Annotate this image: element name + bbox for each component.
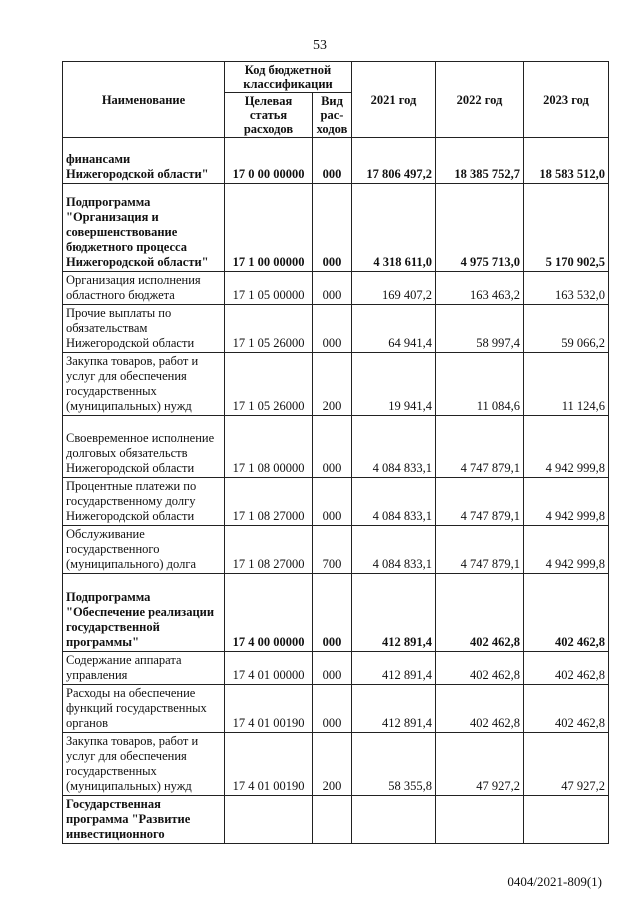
header-row-1 — [63, 62, 609, 93]
row-target-article: 17 4 01 00190 — [225, 685, 313, 733]
row-expense-type: 000 — [313, 184, 352, 272]
row-value-2023: 47 927,2 — [524, 733, 609, 796]
row-value-2021: 4 084 833,1 — [352, 478, 436, 526]
row-value-2022: 402 462,8 — [436, 652, 524, 685]
row-value-2022: 47 927,2 — [436, 733, 524, 796]
row-expense-type: 000 — [313, 574, 352, 652]
table-row — [63, 652, 609, 685]
row-value-2021: 4 084 833,1 — [352, 526, 436, 574]
row-value-2022: 163 463,2 — [436, 272, 524, 305]
row-value-2023: 163 532,0 — [524, 272, 609, 305]
table-row — [63, 305, 609, 353]
row-value-2022: 402 462,8 — [436, 685, 524, 733]
table-row — [63, 526, 609, 574]
table-row — [63, 138, 609, 184]
table-row — [63, 796, 609, 844]
row-value-2023: 402 462,8 — [524, 685, 609, 733]
row-value-2022 — [436, 796, 524, 844]
row-value-2023: 59 066,2 — [524, 305, 609, 353]
row-value-2022: 58 997,4 — [436, 305, 524, 353]
row-value-2022: 4 975 713,0 — [436, 184, 524, 272]
row-name: Закупка товаров, работ и услуг для обеспечения государственных (муниципальных) нужд — [63, 353, 225, 416]
row-target-article: 17 4 01 00190 — [225, 733, 313, 796]
row-value-2023: 4 942 999,8 — [524, 526, 609, 574]
row-value-2023: 11 124,6 — [524, 353, 609, 416]
row-name: Закупка товаров, работ и услуг для обеспечения государственных (муниципальных) нужд — [63, 733, 225, 796]
row-expense-type — [313, 796, 352, 844]
row-target-article: 17 1 08 27000 — [225, 478, 313, 526]
document-number: 0404/2021-809(1) — [507, 874, 602, 889]
header-year-2023: 2023 год — [524, 62, 609, 138]
row-name: Расходы на обеспечение функций государственных органов — [63, 685, 225, 733]
row-value-2022: 402 462,8 — [436, 574, 524, 652]
budget-table — [62, 61, 609, 844]
row-value-2022: 18 385 752,7 — [436, 138, 524, 184]
header-year-2021: 2021 год — [352, 62, 436, 138]
row-value-2023: 18 583 512,0 — [524, 138, 609, 184]
row-value-2021: 19 941,4 — [352, 353, 436, 416]
row-value-2022: 4 747 879,1 — [436, 526, 524, 574]
row-target-article: 17 1 05 00000 — [225, 272, 313, 305]
row-value-2021: 169 407,2 — [352, 272, 436, 305]
row-value-2021: 4 084 833,1 — [352, 416, 436, 478]
row-value-2023 — [524, 796, 609, 844]
table-body — [63, 138, 609, 844]
row-value-2023: 402 462,8 — [524, 652, 609, 685]
row-value-2021: 4 318 611,0 — [352, 184, 436, 272]
row-name: Обслуживание государственного (муниципального) долга — [63, 526, 225, 574]
row-name: Государственная программа "Развитие инвестиционного — [63, 796, 225, 844]
row-target-article: 17 1 00 00000 — [225, 184, 313, 272]
row-value-2021 — [352, 796, 436, 844]
row-target-article: 17 4 00 00000 — [225, 574, 313, 652]
row-target-article: 17 1 08 00000 — [225, 416, 313, 478]
row-expense-type: 000 — [313, 305, 352, 353]
table-row — [63, 184, 609, 272]
table-row — [63, 416, 609, 478]
row-name: Своевременное исполнение долговых обязательств Нижегородской области — [63, 416, 225, 478]
row-value-2021: 412 891,4 — [352, 652, 436, 685]
row-value-2021: 17 806 497,2 — [352, 138, 436, 184]
row-name: Процентные платежи по государственному долгу Нижегородской области — [63, 478, 225, 526]
header-expense-type: Вид рас-ходов — [313, 93, 352, 138]
row-expense-type: 200 — [313, 353, 352, 416]
row-value-2021: 412 891,4 — [352, 574, 436, 652]
row-value-2023: 5 170 902,5 — [524, 184, 609, 272]
table-row — [63, 733, 609, 796]
row-value-2021: 64 941,4 — [352, 305, 436, 353]
row-value-2023: 4 942 999,8 — [524, 416, 609, 478]
row-value-2021: 58 355,8 — [352, 733, 436, 796]
row-value-2023: 402 462,8 — [524, 574, 609, 652]
row-value-2021: 412 891,4 — [352, 685, 436, 733]
row-name: Подпрограмма "Обеспечение реализации государственной программы" — [63, 574, 225, 652]
header-code-group: Код бюджетной классификации — [225, 62, 352, 93]
row-expense-type: 000 — [313, 272, 352, 305]
table-row — [63, 353, 609, 416]
row-target-article: 17 4 01 00000 — [225, 652, 313, 685]
header-name: Наименование — [63, 62, 225, 138]
header-year-2022: 2022 год — [436, 62, 524, 138]
row-expense-type: 000 — [313, 652, 352, 685]
row-target-article: 17 1 08 27000 — [225, 526, 313, 574]
table-row — [63, 574, 609, 652]
row-expense-type: 200 — [313, 733, 352, 796]
row-target-article: 17 1 05 26000 — [225, 305, 313, 353]
row-name: Подпрограмма "Организация и совершенствование бюджетного процесса Нижегородской области" — [63, 184, 225, 272]
row-value-2022: 4 747 879,1 — [436, 416, 524, 478]
row-target-article — [225, 796, 313, 844]
row-value-2022: 11 084,6 — [436, 353, 524, 416]
header-target-article: Целевая статья расходов — [225, 93, 313, 138]
page-number: 53 — [313, 38, 327, 53]
row-expense-type: 000 — [313, 685, 352, 733]
row-target-article: 17 1 05 26000 — [225, 353, 313, 416]
table-row — [63, 478, 609, 526]
row-name: финансами Нижегородской области" — [63, 138, 225, 184]
row-name: Прочие выплаты по обязательствам Нижегородской области — [63, 305, 225, 353]
table-row — [63, 685, 609, 733]
row-expense-type: 700 — [313, 526, 352, 574]
row-value-2023: 4 942 999,8 — [524, 478, 609, 526]
row-value-2022: 4 747 879,1 — [436, 478, 524, 526]
row-name: Содержание аппарата управления — [63, 652, 225, 685]
row-target-article: 17 0 00 00000 — [225, 138, 313, 184]
row-expense-type: 000 — [313, 138, 352, 184]
table-row — [63, 272, 609, 305]
row-expense-type: 000 — [313, 478, 352, 526]
row-name: Организация исполнения областного бюджета — [63, 272, 225, 305]
row-expense-type: 000 — [313, 416, 352, 478]
